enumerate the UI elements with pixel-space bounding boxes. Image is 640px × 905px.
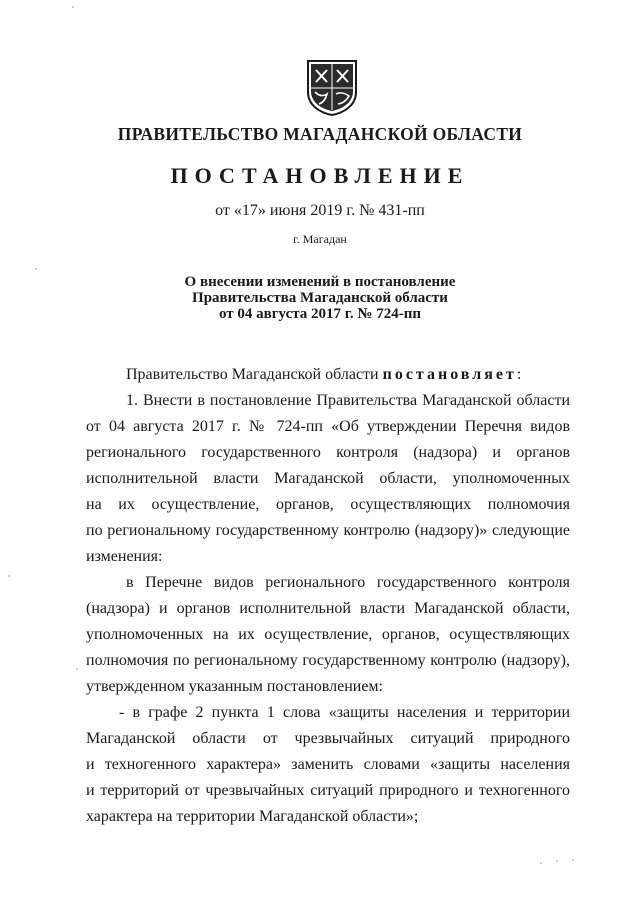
paragraph-line: характера на территории Магаданской области»; <box>86 808 419 825</box>
paragraph-line: изменения: <box>86 548 163 565</box>
paragraph-line: и техногенного характера» заменить словами «защиты населения <box>86 756 570 773</box>
paragraph-line: в Перечне видов регионального государственного контроля <box>126 574 570 591</box>
paragraph-line: 1. Внести в постановление Правительства Магаданской области <box>126 392 570 409</box>
document-body <box>86 362 570 830</box>
document-date-number: от «17» июня 2019 г. № 431-пп <box>215 202 425 219</box>
intro-colon: : <box>516 366 522 383</box>
paragraph-line: утвержденном указанным постановлением: <box>86 678 383 695</box>
paragraph-line: по региональному государственному контролю (надзору)» следующие <box>86 522 570 539</box>
coat-of-arms-icon <box>305 58 359 116</box>
subject-line: от 04 августа 2017 г. № 724-пп <box>218 306 422 322</box>
document-subject <box>0 274 640 322</box>
paragraph-line: от 04 августа 2017 г. № 724-пп «Об утверждении Перечня видов <box>86 418 570 435</box>
paragraph-line: (надзора) и органов исполнительной власти Магаданской области, <box>86 600 570 617</box>
paragraph-line: регионального государственного контроля (надзора) и органов <box>86 444 570 461</box>
government-name: ПРАВИТЕЛЬСТВО МАГАДАНСКОЙ ОБЛАСТИ <box>117 124 523 144</box>
paragraph-line: - в графе 2 пункта 1 слова «защиты населения и территории <box>119 704 570 721</box>
paragraph-line: полномочия по региональному государственному контролю (надзору), <box>86 652 570 669</box>
paragraph-line: уполномоченных на их осуществление, органов, осуществляющих <box>86 626 570 643</box>
paragraph-line: Магаданской области от чрезвычайных ситуаций природного <box>86 730 570 747</box>
intro-text: Правительство Магаданской области <box>126 366 379 383</box>
paragraph-line: и территорий от чрезвычайных ситуаций природного и техногенного <box>86 782 570 799</box>
document-type: ПОСТАНОВЛЕНИЕ <box>170 163 470 188</box>
subject-line: О внесении изменений в постановление <box>184 274 456 290</box>
paragraph-line: исполнительной власти Магаданской области, уполномоченных <box>86 470 570 487</box>
intro-decree-word: постановляет <box>382 366 517 383</box>
document-city: г. Магадан <box>293 232 347 246</box>
subject-line: Правительства Магаданской области <box>192 290 448 306</box>
paragraph-line: на их осуществление, органов, осуществляющих полномочия <box>86 496 570 513</box>
intro-line <box>86 362 570 388</box>
